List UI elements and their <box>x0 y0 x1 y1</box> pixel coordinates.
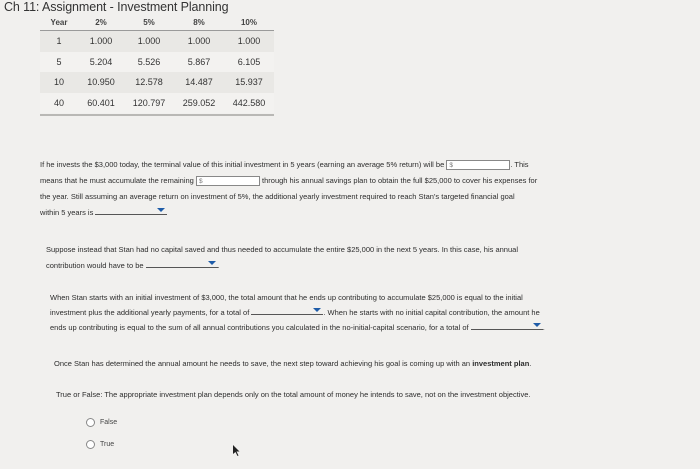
chevron-down-icon <box>208 261 216 265</box>
table-cell: 5.867 <box>174 52 224 73</box>
table-cell: 1.000 <box>224 31 274 52</box>
para1-text-6: within 5 years is <box>40 208 94 217</box>
para2-text-1: Suppose instead that Stan had no capital saved and thus needed to accumulate the entire $25,000 in the next 5 years. In this case, his annual <box>46 245 518 254</box>
question-paragraph-5: True or False: The appropriate investment plan depends only on the total amount of money he intends to save, not on the investment objective. <box>56 390 531 399</box>
table-header-row <box>40 16 274 31</box>
question-paragraph-4 <box>54 356 531 372</box>
table-cell: 12.578 <box>124 72 174 93</box>
remaining-amount-input[interactable] <box>196 176 260 186</box>
table-cell: 5.204 <box>78 52 124 73</box>
header-10pct: 10% <box>224 16 274 31</box>
table-cell: 120.797 <box>124 93 174 114</box>
investment-plan-bold: investment plan <box>472 359 530 368</box>
table-cell: 40 <box>40 93 78 114</box>
para2-text-2: contribution would have to be <box>46 261 144 270</box>
table-cell: 1.000 <box>124 31 174 52</box>
question-paragraph-1 <box>40 157 660 221</box>
header-2pct: 2% <box>78 16 124 31</box>
radio-label-true: True <box>100 441 115 448</box>
table-cell: 15.937 <box>224 72 274 93</box>
para2-period: . <box>217 261 220 270</box>
para3-text-2: investment plus the additional yearly payments, for a total of <box>50 308 250 317</box>
table-cell: 1 <box>40 31 78 52</box>
dollar-prefix: $ <box>198 178 203 186</box>
question-paragraph-2 <box>46 242 666 274</box>
para3-period: . <box>542 323 545 332</box>
para1-text-3: means that he must accumulate the remaining <box>40 176 194 185</box>
para4-period: . <box>529 359 532 368</box>
chevron-down-icon <box>533 323 541 327</box>
table-row <box>40 72 274 93</box>
para1-text-2: . This <box>510 160 529 169</box>
question-paragraph-3 <box>50 291 670 335</box>
future-value-table <box>40 16 274 113</box>
chevron-down-icon <box>157 208 165 212</box>
table-cell: 10 <box>40 72 78 93</box>
radio-option-false[interactable] <box>86 418 117 427</box>
table-cell: 1.000 <box>174 31 224 52</box>
radio-label-false: False <box>100 419 118 426</box>
dollar-prefix: $ <box>449 162 453 170</box>
table-cell: 442.580 <box>224 93 274 114</box>
header-year: Year <box>40 16 78 31</box>
chevron-down-icon <box>313 308 321 312</box>
header-8pct: 8% <box>174 16 224 31</box>
para4-text: Once Stan has determined the annual amount he needs to save, the next step toward achieving his goal is coming up with an <box>54 359 471 368</box>
table-cell: 6.105 <box>224 52 274 73</box>
table-bottom-rule <box>40 114 274 116</box>
page-title: Ch 11: Assignment - Investment Planning <box>4 0 229 14</box>
para1-text-1: If he invests the $3,000 today, the terminal value of this initial investment in 5 years (earning an average 5% return) will be <box>40 160 445 169</box>
terminal-value-input[interactable] <box>446 160 510 170</box>
table-row <box>40 52 274 73</box>
header-5pct: 5% <box>124 16 174 31</box>
table-cell: 60.401 <box>78 93 124 114</box>
table-row <box>40 93 274 114</box>
table-cell: 1.000 <box>78 31 124 52</box>
radio-circle-icon[interactable] <box>86 418 95 427</box>
para3-text-1: When Stan starts with an initial investment of $3,000, the total amount that he ends up contributing to accumulate $25,000 is equal to the initial <box>50 293 523 302</box>
table-cell: 5 <box>40 52 78 73</box>
para1-text-5: the year. Still assuming an average return on investment of 5%, the additional yearly investment required to reach Stan's targeted financial goal <box>40 192 515 201</box>
table-cell: 259.052 <box>174 93 224 114</box>
table-cell: 10.950 <box>78 72 124 93</box>
annual-contribution-dropdown[interactable] <box>146 258 218 268</box>
para3-text-2b: . When he starts with no initial capital contribution, the amount he <box>323 308 540 317</box>
mouse-cursor-icon <box>233 445 241 457</box>
table-row <box>40 31 274 52</box>
para1-text-4: through his annual savings plan to obtain the full $25,000 to cover his expenses for <box>262 176 538 185</box>
total-contribution-initial-dropdown[interactable] <box>251 305 323 315</box>
total-contribution-no-capital-dropdown[interactable] <box>471 320 543 330</box>
para3-text-3: ends up contributing is equal to the sum of all annual contributions you calculated in the no-initial-capital scenario, for a total of <box>50 323 469 332</box>
radio-option-true[interactable] <box>86 440 114 449</box>
radio-circle-icon[interactable] <box>86 440 95 449</box>
table-cell: 14.487 <box>174 72 224 93</box>
table-cell: 5.526 <box>124 52 174 73</box>
yearly-investment-dropdown[interactable] <box>95 205 167 215</box>
